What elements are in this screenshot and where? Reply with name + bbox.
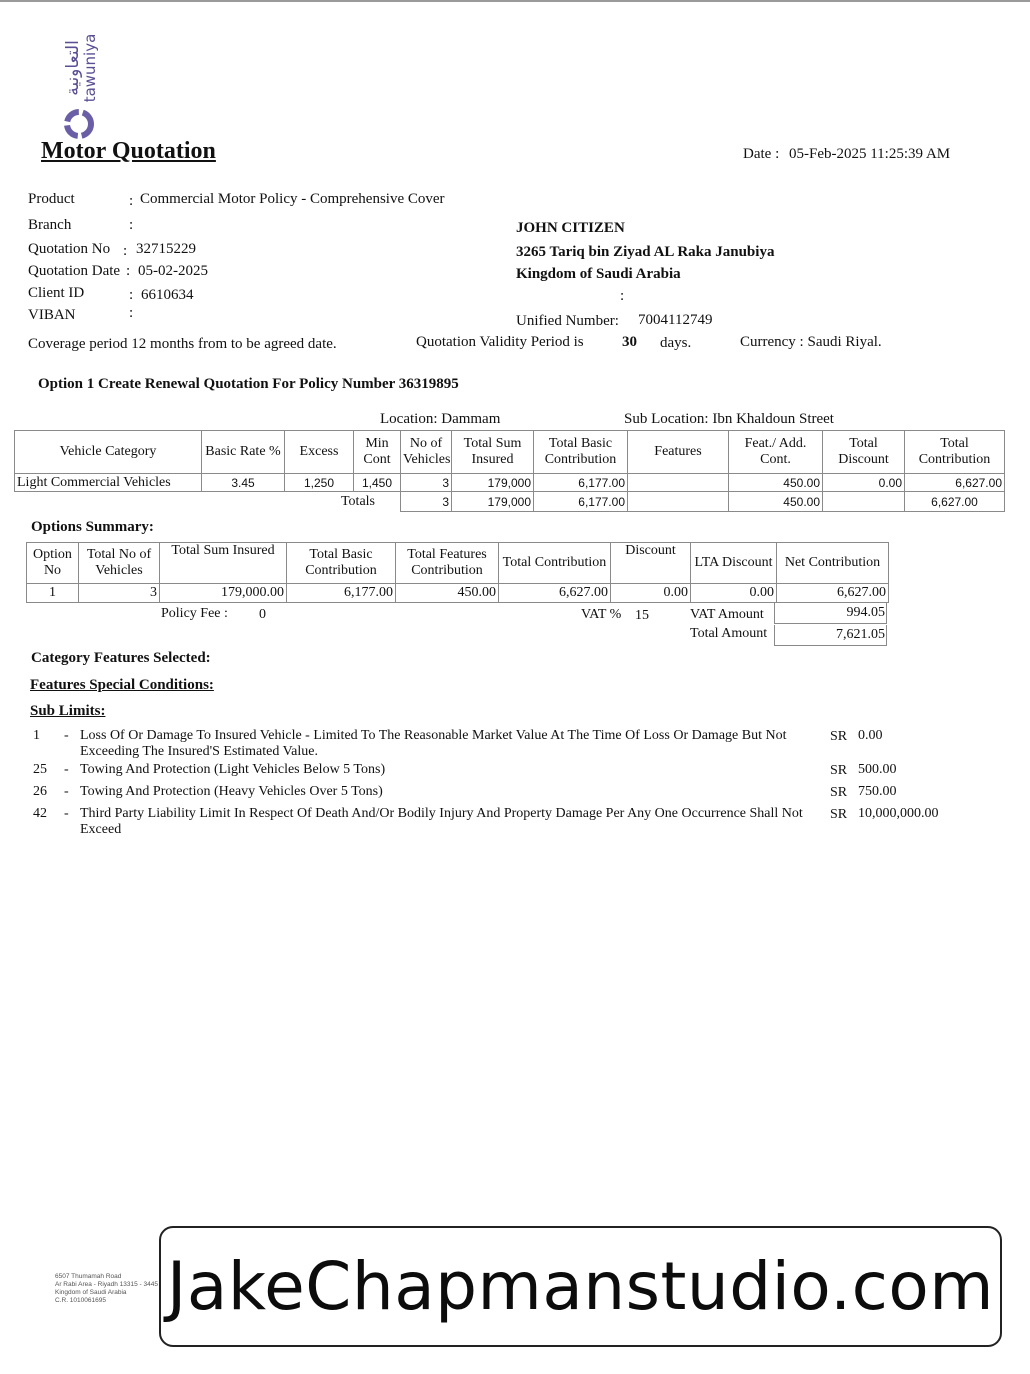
top-border-line bbox=[0, 0, 1030, 2]
col-header: Total Features Contribution bbox=[396, 543, 499, 584]
sub-limit-description: Loss Of Or Damage To Insured Vehicle - Limited To The Reasonable Market Value At The Time Of Loss Or Damage But Not Exceeding The Insured'S Estimated Value. bbox=[80, 728, 787, 759]
footer-address bbox=[55, 1273, 158, 1305]
totals-discount bbox=[823, 492, 905, 512]
client-id-colon: : bbox=[129, 287, 134, 303]
col-header: Total No of Vehicles bbox=[79, 543, 160, 584]
footer-address-line: Ar Rabi Area - Riyadh 13315 - 3445 bbox=[55, 1281, 158, 1288]
col-header: Total Basic Contribution bbox=[287, 543, 396, 584]
sub-limit-description: Towing And Protection (Heavy Vehicles Over 5 Tons) bbox=[80, 784, 383, 799]
category-features-heading: Category Features Selected: bbox=[31, 650, 211, 666]
watermark-banner bbox=[159, 1226, 1002, 1347]
quotation-date-label: Quotation Date bbox=[28, 263, 121, 279]
sub-limits-heading: Sub Limits: bbox=[30, 703, 106, 719]
summary-table-header bbox=[27, 543, 889, 584]
footer-address-line: 6507 Thumamah Road bbox=[55, 1273, 122, 1280]
col-header: Vehicle Category bbox=[15, 431, 202, 474]
cell-total-basic-contribution: 6,177.00 bbox=[287, 584, 396, 603]
validity-label: Quotation Validity Period is bbox=[416, 334, 584, 350]
product-label: Product bbox=[28, 191, 75, 207]
cell-vehicle-category: Light Commercial Vehicles bbox=[15, 474, 202, 492]
coverage-period: Coverage period 12 months from to be agreed date. bbox=[28, 336, 337, 352]
viban-colon: : bbox=[129, 305, 134, 321]
cell-total-contribution: 6,627.00 bbox=[499, 584, 611, 603]
quotation-date-value: 05-02-2025 bbox=[138, 263, 208, 279]
totals-feat-add-cont: 450.00 bbox=[729, 492, 823, 512]
table-row bbox=[15, 474, 1005, 492]
location: Location: Dammam bbox=[380, 411, 501, 427]
sub-limit-currency: SR bbox=[830, 807, 848, 822]
sub-limit-currency: SR bbox=[830, 763, 848, 778]
col-header: Discount bbox=[611, 543, 691, 584]
cell-basic-rate: 3.45 bbox=[202, 474, 285, 492]
sub-limit-dash: - bbox=[64, 762, 69, 777]
unified-number-label: Unified Number: bbox=[516, 313, 619, 329]
quotation-no-colon: : bbox=[123, 243, 128, 259]
totals-no-of-vehicles: 3 bbox=[401, 492, 452, 512]
totals-row bbox=[15, 492, 1005, 512]
viban-label: VIBAN bbox=[28, 307, 76, 323]
col-header: Total Contribution bbox=[499, 543, 611, 584]
total-amount-label: Total Amount bbox=[690, 626, 768, 641]
cell-lta-discount: 0.00 bbox=[691, 584, 777, 603]
option-heading: Option 1 Create Renewal Quotation For Policy Number 36319895 bbox=[38, 376, 459, 392]
sub-limit-amount: 750.00 bbox=[858, 784, 897, 799]
page-title: Motor Quotation bbox=[41, 138, 216, 164]
sub-limit-currency: SR bbox=[830, 729, 848, 744]
cell-total-sum-insured: 179,000 bbox=[452, 474, 534, 492]
col-header: Total Discount bbox=[823, 431, 905, 474]
quotation-no-label: Quotation No bbox=[28, 241, 111, 257]
summary-table bbox=[26, 542, 889, 603]
col-header: No of Vehicles bbox=[401, 431, 452, 474]
date-value: 05-Feb-2025 11:25:39 AM bbox=[789, 146, 951, 162]
cell-total-contribution: 6,627.00 bbox=[905, 474, 1005, 492]
col-header: Total Sum Insured bbox=[452, 431, 534, 474]
sub-limit-number: 1 bbox=[33, 728, 40, 743]
sub-limit-dash: - bbox=[64, 728, 69, 743]
logo-ring-icon bbox=[67, 112, 91, 136]
cell-no-of-vehicles: 3 bbox=[401, 474, 452, 492]
cell-total-basic-contribution: 6,177.00 bbox=[534, 474, 628, 492]
sub-limit-currency: SR bbox=[830, 785, 848, 800]
cell-feat-add-cont: 450.00 bbox=[729, 474, 823, 492]
col-header: LTA Discount bbox=[691, 543, 777, 584]
col-header: Excess bbox=[285, 431, 354, 474]
col-header: Total Contribution bbox=[905, 431, 1005, 474]
col-header: Total Sum Insured bbox=[160, 543, 287, 584]
col-header: Min Cont bbox=[354, 431, 401, 474]
logo-english-text: tawuniya bbox=[81, 33, 99, 103]
col-header: Total Basic Contribution bbox=[534, 431, 628, 474]
col-header: Net Contribution bbox=[777, 543, 889, 584]
client-address-line-2: Kingdom of Saudi Arabia bbox=[516, 266, 681, 282]
quotation-no-value: 32715229 bbox=[136, 241, 196, 257]
client-colon: : bbox=[620, 288, 625, 304]
cell-total-discount: 0.00 bbox=[823, 474, 905, 492]
client-address-line-1: 3265 Tariq bin Ziyad AL Raka Janubiya bbox=[516, 244, 775, 260]
sub-limit-dash: - bbox=[64, 806, 69, 821]
product-value: Commercial Motor Policy - Comprehensive Cover bbox=[140, 191, 445, 207]
col-header: Basic Rate % bbox=[202, 431, 285, 474]
cell-discount: 0.00 bbox=[611, 584, 691, 603]
validity-value: 30 bbox=[622, 334, 637, 350]
totals-sum-insured: 179,000 bbox=[452, 492, 534, 512]
special-conditions-heading: Features Special Conditions: bbox=[30, 677, 214, 693]
watermark-text: JakeChapmanstudio.com bbox=[166, 1248, 995, 1325]
cell-excess: 1,250 bbox=[285, 474, 354, 492]
cell-min-cont: 1,450 bbox=[354, 474, 401, 492]
cell-total-no-vehicles: 3 bbox=[79, 584, 160, 603]
logo-arabic-text: التعاونية bbox=[63, 40, 83, 96]
cell-total-features-contribution: 450.00 bbox=[396, 584, 499, 603]
totals-basic-contribution: 6,177.00 bbox=[534, 492, 628, 512]
sub-location: Sub Location: Ibn Khaldoun Street bbox=[624, 411, 834, 427]
policy-fee-value: 0 bbox=[259, 607, 266, 622]
summary-heading: Options Summary: bbox=[31, 519, 154, 535]
sub-limit-number: 26 bbox=[33, 784, 47, 799]
sub-limit-description: Third Party Liability Limit In Respect Of Death And/Or Bodily Injury And Property Damage Per Any One Occurrence Shall Not Exceed bbox=[80, 806, 803, 837]
cell-features bbox=[628, 474, 729, 492]
totals-features bbox=[628, 492, 729, 512]
vehicle-table-header bbox=[15, 431, 1005, 474]
branch-label: Branch bbox=[28, 217, 72, 233]
sub-limit-amount: 500.00 bbox=[858, 762, 897, 777]
tawuniya-logo bbox=[60, 20, 104, 145]
footer-address-line: C.R. 1010061695 bbox=[55, 1297, 106, 1304]
branch-colon: : bbox=[129, 217, 134, 233]
unified-number-value: 7004112749 bbox=[638, 312, 713, 328]
totals-contribution: 6,627.00 bbox=[905, 492, 1005, 512]
vat-value: 15 bbox=[635, 608, 649, 623]
totals-label: Totals bbox=[340, 493, 375, 509]
footer-address-line: Kingdom of Saudi Arabia bbox=[55, 1289, 127, 1296]
date-label: Date : bbox=[743, 146, 780, 162]
sub-limit-description: Towing And Protection (Light Vehicles Below 5 Tons) bbox=[80, 762, 386, 777]
vat-amount-label: VAT Amount bbox=[690, 607, 764, 622]
policy-fee-label: Policy Fee : bbox=[161, 606, 228, 621]
client-name: JOHN CITIZEN bbox=[516, 220, 625, 236]
cell-option-no: 1 bbox=[27, 584, 79, 603]
cell-net-contribution: 6,627.00 bbox=[777, 584, 889, 603]
vat-amount-value: 994.05 bbox=[774, 603, 887, 624]
col-header: Option No bbox=[27, 543, 79, 584]
quotation-date-colon: : bbox=[126, 263, 131, 279]
cell-total-sum-insured: 179,000.00 bbox=[160, 584, 287, 603]
validity-unit: days. bbox=[660, 335, 692, 351]
sub-limit-number: 25 bbox=[33, 762, 47, 777]
total-amount-value: 7,621.05 bbox=[774, 625, 887, 646]
sub-limit-amount: 10,000,000.00 bbox=[858, 806, 939, 821]
currency: Currency : Saudi Riyal. bbox=[740, 334, 882, 350]
col-header: Features bbox=[628, 431, 729, 474]
col-header: Feat./ Add. Cont. bbox=[729, 431, 823, 474]
product-colon: : bbox=[129, 193, 134, 209]
sub-limit-number: 42 bbox=[33, 806, 47, 821]
vat-label: VAT % bbox=[581, 607, 622, 622]
table-row bbox=[27, 584, 889, 603]
client-id-value: 6610634 bbox=[141, 287, 194, 303]
vehicle-table bbox=[14, 430, 1005, 512]
sub-limit-amount: 0.00 bbox=[858, 728, 883, 743]
client-id-label: Client ID bbox=[28, 285, 85, 301]
sub-limit-dash: - bbox=[64, 784, 69, 799]
